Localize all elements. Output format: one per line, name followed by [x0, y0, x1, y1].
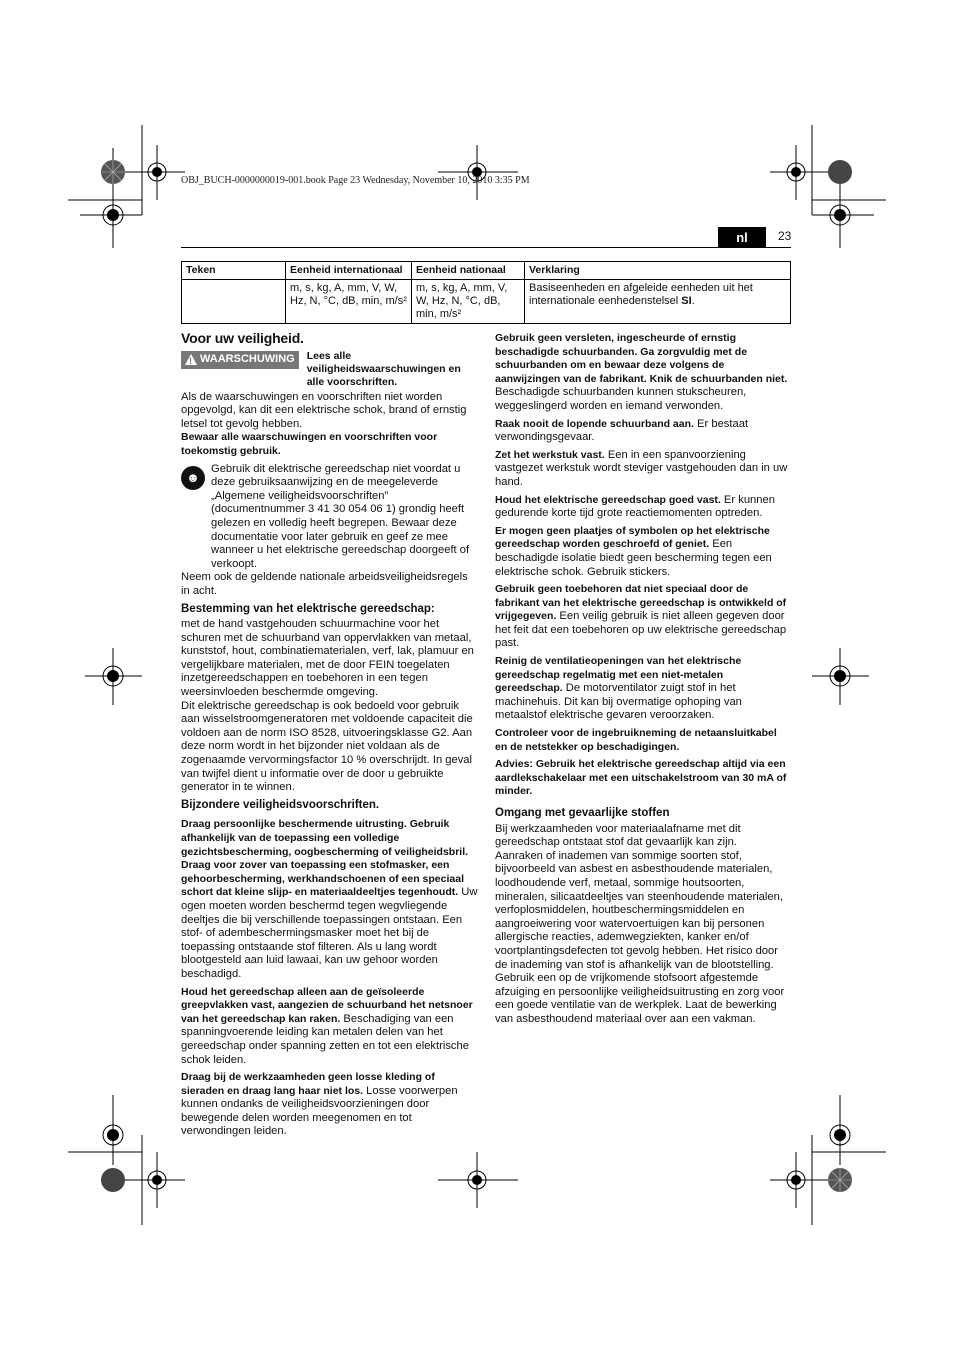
paragraph-part: Een in een spanvoorziening vastgezet werkstuk wordt steviger vastgehouden dan in uw hand. [495, 448, 788, 488]
units-header-verklaring: Verklaring [525, 262, 791, 280]
paragraph-part: Uw ogen moeten worden beschermd tegen wegvliegende deeltjes die bij verschillende toepassingen ontstaan. Een stof- of adembeschermingsmasker moet het bij de toepassing ontstaande stof filteren. Als u lang wordt blootgesteld aan luid lawaai, kan uw gehoor worden beschadigd. [181, 886, 478, 980]
paragraph-bold-part: Zet het werkstuk vast. [495, 448, 605, 461]
paragraph-bold-part: Draag persoonlijke beschermende uitrusting. Gebruik afhankelijk van de toepassing een volledige gezichtsbescherming, oogbescherming of veiligheidsbril. Draag voor zover van toepassing een stofmasker, een gehoorbescherming, werkhandschoenen of een speciaal schort dat kleine slijp- en materiaaldeeltjes tegenhoudt. [181, 818, 469, 899]
paragraph-bold-part: Gebruik geen versleten, ingescheurde of ernstig beschadigde schuurbanden. Ga zorgvuldig met de schuurbanden om en bewaar deze volgens de aanwijzingen van de fabrikant. Knik de schuurbanden niet. [495, 332, 788, 385]
paragraph: Neem ook de geldende nationale arbeidsveiligheidsregels in acht. [181, 571, 468, 597]
paragraph-bold-part: Draag bij de werkzaamheden geen losse kleding of sieraden en draag lang haar niet los. [181, 1071, 435, 1097]
units-cell-teken [182, 280, 286, 324]
units-cell-verklaring [525, 280, 791, 324]
verklaring-text: Basiseenheden en afgeleide eenheden uit het internationale eenhedenstelsel [529, 282, 753, 307]
paragraph-bold-part: Houd het gereedschap alleen aan de geïsoleerde greepvlakken vast, aangezien de schuurband het netsnoer van het gereedschap kan raken. [181, 985, 473, 1025]
warning-badge [181, 351, 299, 369]
verklaring-end: . [691, 295, 695, 307]
paragraph: Aanraken of inademen van sommige soorten stof, bijvoorbeeld van asbest en asbesthoudende materialen, loodhoudende verf, metaal, sommige houtsoorten, mineralen, silicaatdeeltjes van steenhoudende materialen, verfoplosmiddelen, houtbeschermingsmiddelen en aangroeiwering voor watervoertuigen kan bij personen allergische reacties, ademwegziekten, kanker en/of voortplantingsdefecten tot gevolg hebben. Het risico door de inademing van stof is afhankelijk van de blootstelling. Gebruik een op de vrijkomende stofsoort afgestemde afzuiging en persoonlijke veiligheidsuitrusting en zorg voor een goede ventilatie van de werkplek. Laat de bewerking van asbesthoudend materiaal over aan een vakman. [495, 849, 785, 1025]
page-number: 23 [778, 229, 792, 243]
paragraph: Dit elektrische gereedschap is ook bedoeld voor gebruik aan wisselstroomgeneratoren met voldoende capaciteit die voldoen aan de norm ISO 8528, uitvoeringsklasse G2. Aan deze norm wordt in het bijzonder niet voldaan als de zogenaamde vervormingsfactor 10 % overschrijdt. In geval van twijfel dient u informatie over de door u gebruikte generator in te winnen. [181, 699, 473, 794]
paragraph-part: Er kunnen gedurende korte tijd grote reactiemomenten optreden. [495, 493, 775, 520]
warning-triangle-icon: ! [185, 354, 197, 365]
read-manual-icon: ☻ [181, 466, 205, 490]
paragraph-part: Een veilig gebruik is niet alleen gegeven door het feit dat een toebehoren op uw elektrische gereedschap past. [495, 610, 787, 650]
paragraph-part: De motorventilator zuigt stof in het machinehuis. Dit kan bij overmatige ophoping van metaalstof elektrische gevaren veroorzaken. [495, 682, 742, 722]
paragraph-bold-part: Reinig de ventilatieopeningen van het elektrische gereedschap regelmatig met een niet-metalen gereedschap. [495, 655, 742, 695]
units-table [181, 261, 791, 324]
language-tab: nl [718, 227, 766, 247]
paragraph-part: Een beschadigde isolatie biedt geen bescherming tegen een elektrische schok. Gebruik stickers. [495, 538, 772, 578]
paragraph [495, 525, 791, 579]
paragraph-part: Losse voorwerpen kunnen ondanks de veiligheidsvoorzieningen door bewegende delen worden meegenomen en tot verwondingen leiden. [181, 1084, 458, 1138]
right-column [495, 332, 791, 1031]
paragraph [495, 332, 791, 414]
section-title-safety: Voor uw veiligheid. [181, 330, 304, 346]
paragraph-bold-part: Gebruik geen toebehoren dat niet speciaal door de fabrikant van het elektrische gereedschap is ontwikkeld of vrijgegeven. [495, 583, 787, 623]
paragraph [495, 655, 791, 723]
paragraph-part: Er bestaat verwondingsgevaar. [495, 417, 749, 444]
print-file-info: OBJ_BUCH-0000000019-001.book Page 23 Wednesday, November 10, 2010 3:35 PM [181, 175, 530, 186]
left-column [181, 332, 478, 1143]
paragraph: Als de waarschuwingen en voorschriften niet worden opgevolgd, kan dit een elektrische schok, brand of ernstig letsel tot gevolg hebben. [181, 390, 467, 430]
paragraph-bold-part: Er mogen geen plaatjes of symbolen op het elektrische gereedschap worden geschroefd of geniet. [495, 524, 770, 551]
warning-row [181, 350, 478, 389]
paragraph-bold-part: Raak nooit de lopende schuurband aan. [495, 417, 694, 430]
paragraph [495, 494, 791, 521]
units-cell-national: m, s, kg, A, mm, V, W, Hz, N, °C, dB, min, m/s² [412, 280, 525, 324]
paragraph: met de hand vastgehouden schuurmachine voor het schuren met de schuurband van oppervlakken van metaal, kunststof, hout, combinatiematerialen, verf, lak, plamuur en vergelijkbare materialen, met de door FEIN toegelaten inzetgereedschappen en toebehoren in een tegen weersinvloeden beschermde omgeving. [181, 618, 474, 699]
warning-lead: Lees alle veiligheidswaarschuwingen en alle voorschriften. [306, 349, 461, 388]
paragraph-part: Beschadiging van een spanningvoerende leiding kan metalen delen van het gereedschap onder spanning zetten en tot een elektrische schok leiden. [181, 1012, 469, 1066]
paragraph [181, 986, 478, 1068]
warning-badge-label: WAARSCHUWING [200, 352, 295, 365]
verklaring-si: SI [681, 295, 692, 307]
heading-bestemming: Bestemming van het elektrische gereedschap: [181, 602, 435, 615]
paragraph-bold: Bewaar alle waarschuwingen en voorschriften voor toekomstig gebruik. [181, 431, 438, 457]
paragraph [181, 818, 478, 981]
paragraph-bold: Controleer voor de ingebruikneming de netaansluitkabel en de netstekker op beschadigingen. [495, 727, 777, 753]
heading-bijzondere: Bijzondere veiligheidsvoorschriften. [181, 798, 380, 811]
paragraph [181, 1071, 478, 1139]
paragraph [495, 449, 791, 490]
units-header-international: Eenheid internationaal [286, 262, 412, 280]
paragraph [495, 583, 791, 651]
table-row [182, 280, 791, 324]
heading-omgang: Omgang met gevaarlijke stoffen [495, 807, 670, 819]
header-rule [181, 247, 791, 248]
paragraph [495, 418, 791, 445]
paragraph-bold: Advies: Gebruik het elektrische gereedschap altijd via een aardlekschakelaar met een uitschakelstroom van 30 mA of minder. [495, 758, 787, 798]
paragraph: Bij werkzaamheden voor materiaalafname met dit gereedschap ontstaat stof dat gevaarlijk kan zijn. [495, 822, 741, 849]
units-header-teken: Teken [182, 262, 286, 280]
units-header-national: Eenheid nationaal [412, 262, 525, 280]
paragraph: Gebruik dit elektrische gereedschap niet voordat u deze gebruiksaanwijzing en de meegeleverde „Algemene veiligheidsvoorschriften” (documentnummer 3 41 30 054 06 1) grondig heeft gelezen en volledig heeft begrepen. Bewaar deze documentatie voor later gebruik en geef ze mee wanneer u het elektrische gereedschap doorgeeft of verkoopt. [211, 462, 470, 570]
paragraph-part: Beschadigde schuurbanden kunnen stukscheuren, weggeslingerd worden en iemand verwonden. [495, 386, 747, 412]
read-manual-row [181, 463, 478, 572]
units-cell-international: m, s, kg, A, mm, V, W, Hz, N, °C, dB, min, m/s² [286, 280, 412, 324]
paragraph-bold-part: Houd het elektrische gereedschap goed vast. [495, 493, 721, 506]
units-table-header [182, 262, 791, 280]
